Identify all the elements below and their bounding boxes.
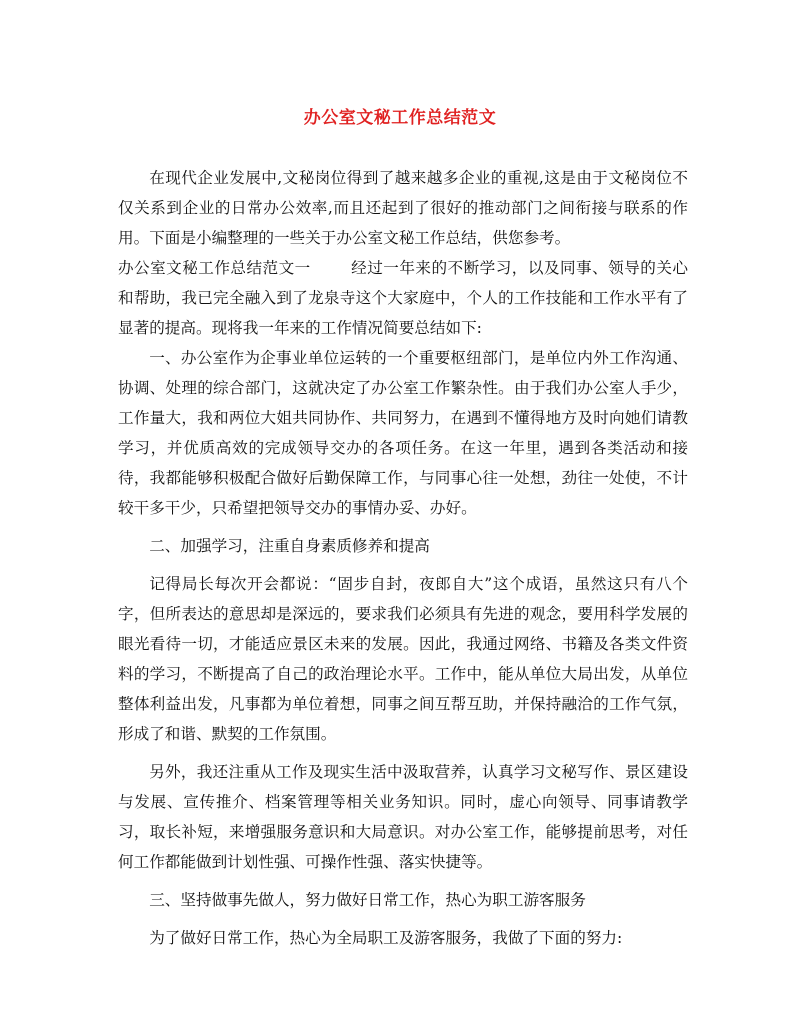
paragraph-study: 记得局长每次开会都说：“固步自封，夜郎自大”这个成语，虽然这只有八个字，但所表达的意思却是深远的，要求我们必须具有先进的观念，要用科学发展的眼光看待一切，才能适应景区未来的发展。因此，我通过网络、书籍及各类文件资料的学习，不断提高了自己的政治理论水平。工作中，能从单位大局出发，从单位整体利益出发，凡事都为单位着想，同事之间互帮互助，并保持融洽的工作气氛，形成了和谐、默契的工作氛围。 — [118, 575, 688, 743]
paragraph-service: 为了做好日常工作，热心为全局职工及游客服务，我做了下面的努力: — [149, 929, 623, 947]
section-one-paragraph — [118, 253, 688, 343]
heading-service: 三、坚持做事先做人，努力做好日常工作，热心为职工游客服务 — [149, 891, 586, 909]
document-title: 办公室文秘工作总结范文 — [303, 108, 497, 128]
paragraph-office-role: 一、办公室作为企事业单位运转的一个重要枢纽部门，是单位内外工作沟通、协调、处理的综合部门，这就决定了办公室工作繁杂性。由于我们办公室人手少，工作量大，我和两位大姐共同协作、共同努力，在遇到不懂得地方及时向她们请教学习，并优质高效的完成领导交办的各项任务。在这一年里，遇到各类活动和接待，我都能够积极配合做好后勤保障工作，与同事心往一处想，劲往一处使，不计较干多干少，只希望把领导交办的事情办妥、办好。 — [118, 349, 688, 517]
intro-paragraph: 在现代企业发展中,文秘岗位得到了越来越多企业的重视,这是由于文秘岗位不仅关系到企业的日常办公效率,而且还起到了很好的推动部门之间衔接与联系的作用。下面是小编整理的一些关于办公室文秘工作总结，供您参考。 — [118, 169, 688, 247]
paragraph-knowledge: 另外，我还注重从工作及现实生活中汲取营养，认真学习文秘写作、景区建设与发展、宣传推介、档案管理等相关业务知识。同时，虚心向领导、同事请教学习，取长补短，来增强服务意识和大局意识。对办公室工作，能够提前思考，对任何工作都能做到计划性强、可操作性强、落实快捷等。 — [118, 763, 688, 871]
section-one-label: 办公室文秘工作总结范文一 — [118, 259, 311, 277]
section-one-lead: 经过一年来的不断学习，以及同事、领导的关心和帮助，我已完全融入到了龙泉寺这个大家庭中，个人的工作技能和工作水平有了显著的提高。现将我一年来的工作情况简要总结如下: — [118, 259, 688, 337]
document-body — [118, 163, 688, 953]
heading-study: 二、加强学习，注重自身素质修养和提高 — [149, 537, 430, 555]
